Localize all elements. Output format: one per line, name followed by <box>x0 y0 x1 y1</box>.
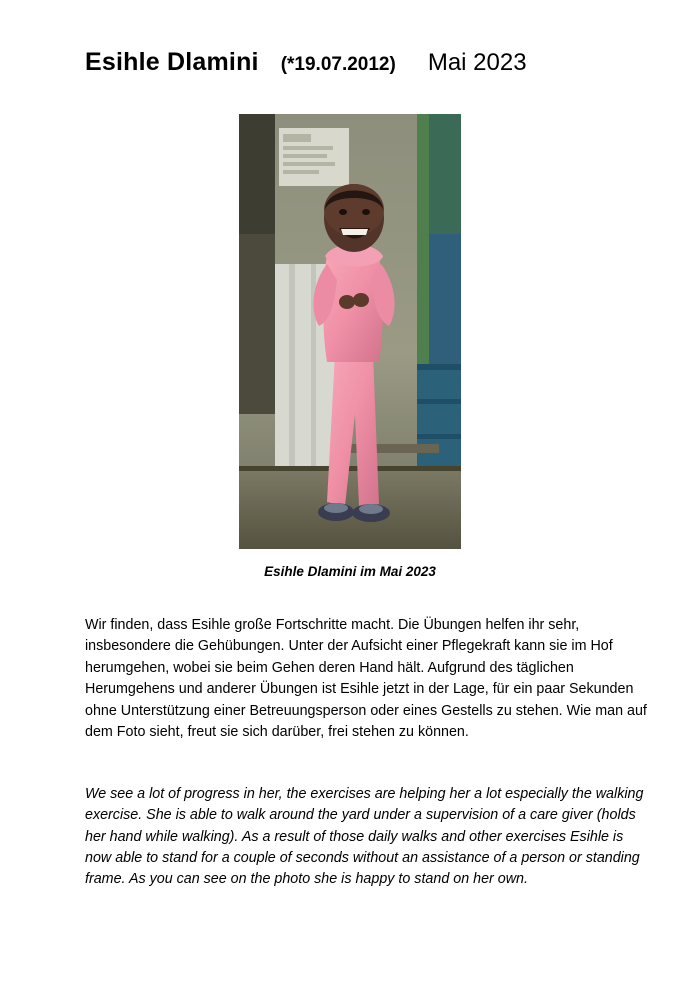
report-text-german: Wir finden, dass Esihle große Fortschritte macht. Die Übungen helfen ihr sehr, insbesondere die Gehübungen. Unter der Aufsicht einer Pflegekraft kann sie im Hof herumgehen, wobei sie beim Gehen deren Hand hält. Aufgrund des täglichen Herumgehens und anderer Übungen ist Esihle jetzt in der Lage, für ein paar Sekunden ohne Unterstützung einer Betreuungsperson oder eines Gestells zu stehen. Wie man auf dem Foto sieht, freut sie sich darüber, frei stehen zu können. <box>85 617 647 741</box>
document-header <box>0 0 700 77</box>
page-title: Esihle Dlamini <box>85 48 259 76</box>
photo-caption: Esihle Dlamini im Mai 2023 <box>264 564 436 579</box>
report-month: Mai 2023 <box>427 49 527 76</box>
birth-date: (*19.07.2012) <box>280 54 396 75</box>
photo-container <box>0 114 700 549</box>
child-photo <box>239 114 461 549</box>
report-text-english: We see a lot of progress in her, the exercises are helping her a lot especially the walking exercise. She is able to walk around the yard under a supervision of a care giver (holds her hand while walking). As a result of those daily walks and other exercises Esihle is now able to stand for a couple of seconds without an assistance of a person or standing frame. As you can see on the photo she is happy to stand on her own. <box>85 785 644 888</box>
